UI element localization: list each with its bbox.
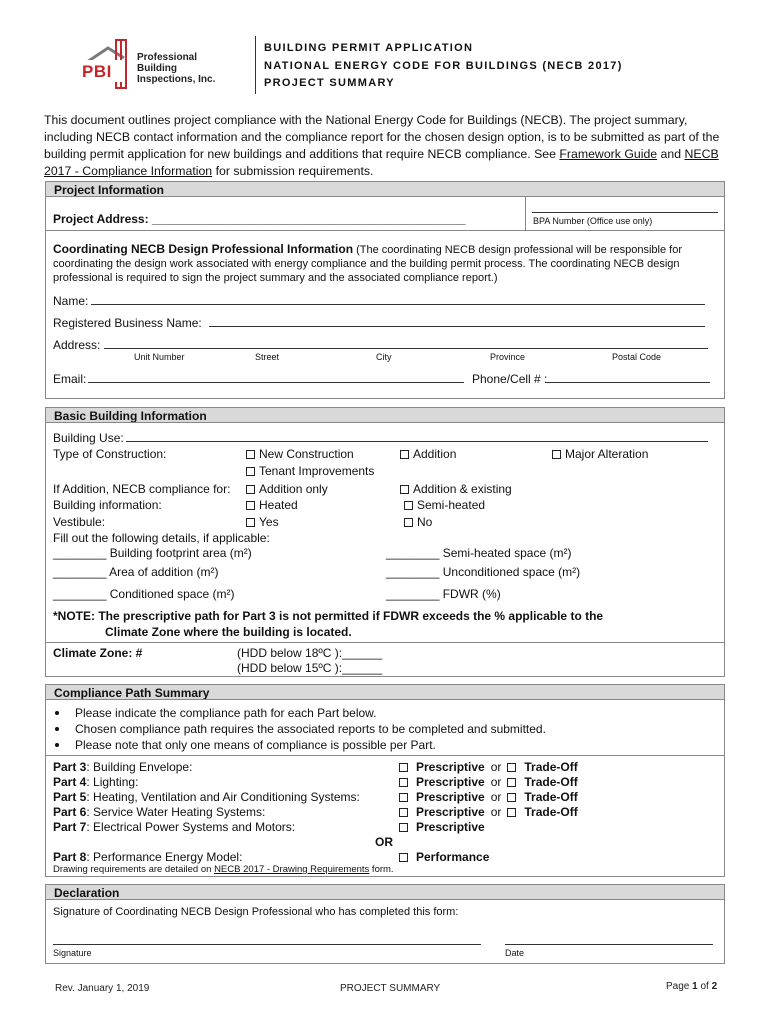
part-8-row: Part 8: Performance Energy Model: <box>53 850 243 864</box>
checkbox-icon[interactable] <box>400 450 409 459</box>
address-postal-label: Postal Code <box>612 352 662 362</box>
checkbox-icon[interactable] <box>404 518 413 527</box>
logo-name: Professional Building Inspections, Inc. <box>137 52 216 85</box>
compliance-bullet: Chosen compliance path requires the associated reports to be completed and submitted. <box>55 722 546 737</box>
construction-type-label: Type of Construction: <box>53 447 167 461</box>
basic-info-heading: Basic Building Information <box>45 407 725 423</box>
checkbox-icon[interactable] <box>399 793 408 802</box>
signature-label: Signature <box>53 948 92 958</box>
compliance-bullet: Please indicate the compliance path for each Part below. <box>55 706 377 721</box>
compliance-heading: Compliance Path Summary <box>45 684 725 700</box>
divider <box>45 642 725 643</box>
declaration-heading: Declaration <box>45 884 725 900</box>
address-unit-label: Unit Number <box>134 352 185 362</box>
email-label: Email: <box>53 372 87 386</box>
framework-guide-link[interactable]: Framework Guide <box>559 147 658 161</box>
bullet-icon <box>55 711 59 715</box>
checkbox-icon[interactable] <box>246 450 255 459</box>
checkbox-icon[interactable] <box>399 778 408 787</box>
header-divider <box>255 36 256 94</box>
bullet-icon <box>55 727 59 731</box>
checkbox-icon[interactable] <box>399 808 408 817</box>
coord-professional-info: Coordinating NECB Design Professional Information (The coordinating NECB design professional will be responsible for coordinating the design work associated with energy compliance and the building permit process. The coordinating NECB design professional is required to sign the project summary and the associated compliance report.) <box>53 242 682 284</box>
checkbox-icon[interactable] <box>399 853 408 862</box>
tenant-improvements-option[interactable]: Tenant Improvements <box>246 464 374 479</box>
part-3-row: Part 3: Building Envelope: <box>53 760 193 774</box>
vestibule-no-option[interactable]: No <box>404 515 432 530</box>
new-construction-option[interactable]: New Construction <box>246 447 354 462</box>
building-use-field[interactable] <box>126 441 708 442</box>
conditioned-space-field[interactable]: ________ Conditioned space (m²) <box>53 587 235 601</box>
phone-label: Phone/Cell # : <box>472 372 548 386</box>
name-field[interactable] <box>91 304 705 305</box>
part-8-options: Performance <box>399 850 489 865</box>
vestibule-yes-option[interactable]: Yes <box>246 515 279 530</box>
part-7-row: Part 7: Electrical Power Systems and Motors: <box>53 820 296 834</box>
date-label: Date <box>505 948 525 958</box>
part-4-options: Prescriptive or Trade-Off <box>399 775 578 790</box>
fdwr-field[interactable]: ________ FDWR (%) <box>386 587 501 601</box>
checkbox-icon[interactable] <box>399 823 408 832</box>
address-city-label: City <box>376 352 392 362</box>
header-title-3: PROJECT SUMMARY <box>264 77 395 89</box>
drawing-requirements-note: Drawing requirements are detailed on NECB 2017 - Drawing Requirements form. <box>53 864 394 875</box>
checkbox-icon[interactable] <box>246 501 255 510</box>
addition-existing-option[interactable]: Addition & existing <box>400 482 512 497</box>
fill-details-label: Fill out the following details, if applicable: <box>53 531 270 545</box>
intro-paragraph: This document outlines project compliance with the National Energy Code for Buildings (NECB). The project summary, including NECB contact information and the compliance report for the chosen design option, is to be submitted as part of the building permit application for new buildings and additions that require NECB compliance. See Framework Guide and NECB 2017 - Compliance Information for submission requirements. <box>44 113 720 178</box>
fdwr-note-line-1: *NOTE: The prescriptive path for Part 3 is not permitted if FDWR exceeds the % applicable to the <box>53 609 604 623</box>
compliance-bullet: Please note that only one means of compliance is possible per Part. <box>55 738 436 753</box>
or-separator: OR <box>375 835 393 849</box>
part-5-options: Prescriptive or Trade-Off <box>399 790 578 805</box>
fdwr-note-line-2: Climate Zone where the building is located. <box>105 625 352 639</box>
bpa-input-line[interactable] <box>532 212 718 213</box>
footprint-area-field[interactable]: ________ Building footprint area (m²) <box>53 546 252 560</box>
email-field[interactable] <box>88 382 464 383</box>
part-5-row: Part 5: Heating, Ventilation and Air Conditioning Systems: <box>53 790 360 804</box>
heated-option[interactable]: Heated <box>246 498 298 513</box>
checkbox-icon[interactable] <box>246 485 255 494</box>
checkbox-icon[interactable] <box>400 485 409 494</box>
hdd-15-field[interactable]: (HDD below 15ºC ):______ <box>237 661 383 675</box>
part-7-options: Prescriptive <box>399 820 485 835</box>
header-title-1: BUILDING PERMIT APPLICATION <box>264 42 474 54</box>
drawing-requirements-link[interactable]: NECB 2017 - Drawing Requirements <box>214 864 370 875</box>
vestibule-label: Vestibule: <box>53 515 106 529</box>
project-address-field[interactable]: Project Address: _______________________________________________ <box>53 212 466 226</box>
checkbox-icon[interactable] <box>399 763 408 772</box>
compliance-info-link[interactable]: NECB 2017 - Compliance Information <box>44 147 719 178</box>
header-title-2: NATIONAL ENERGY CODE FOR BUILDINGS (NECB 2017) <box>264 60 623 72</box>
revision-date: Rev. January 1, 2019 <box>55 983 150 994</box>
addition-compliance-label: If Addition, NECB compliance for: <box>53 482 231 496</box>
checkbox-icon[interactable] <box>404 501 413 510</box>
major-alteration-option[interactable]: Major Alteration <box>552 447 648 462</box>
phone-field[interactable] <box>545 382 710 383</box>
footer-title: PROJECT SUMMARY <box>340 983 441 994</box>
divider <box>45 230 725 231</box>
address-province-label: Province <box>490 352 526 362</box>
date-field[interactable] <box>505 944 713 945</box>
signature-field[interactable] <box>53 944 481 945</box>
divider <box>45 755 725 756</box>
addition-area-field[interactable]: ________ Area of addition (m²) <box>53 565 219 579</box>
checkbox-icon[interactable] <box>246 467 255 476</box>
checkbox-icon[interactable] <box>246 518 255 527</box>
bpa-label: BPA Number (Office use only) <box>533 216 653 226</box>
addition-only-option[interactable]: Addition only <box>246 482 328 497</box>
logo-mark: PBI <box>82 62 112 81</box>
name-label: Name: <box>53 294 89 308</box>
address-field[interactable] <box>104 348 708 349</box>
part-6-row: Part 6: Service Water Heating Systems: <box>53 805 266 819</box>
declaration-text: Signature of Coordinating NECB Design Professional who has completed this form: <box>53 906 459 918</box>
part-3-options: Prescriptive or Trade-Off <box>399 760 578 775</box>
building-use-label: Building Use: <box>53 431 124 445</box>
business-name-field[interactable] <box>209 326 705 327</box>
part-6-options: Prescriptive or Trade-Off <box>399 805 578 820</box>
unconditioned-space-field[interactable]: ________ Unconditioned space (m²) <box>386 565 581 579</box>
addition-option[interactable]: Addition <box>400 447 456 462</box>
semi-heated-option[interactable]: Semi-heated <box>404 498 485 513</box>
checkbox-icon[interactable] <box>552 450 561 459</box>
semi-heated-space-field[interactable]: ________ Semi-heated space (m²) <box>386 546 572 560</box>
project-info-heading: Project Information <box>45 181 725 197</box>
checkbox-icon[interactable] <box>507 793 516 802</box>
part-4-row: Part 4: Lighting: <box>53 775 139 789</box>
address-label: Address: <box>53 338 101 352</box>
checkbox-icon[interactable] <box>507 763 516 772</box>
business-name-label: Registered Business Name: <box>53 316 202 330</box>
building-information-label: Building information: <box>53 498 162 512</box>
climate-zone-label: Climate Zone: # <box>53 646 143 660</box>
checkbox-icon[interactable] <box>507 778 516 787</box>
hdd-18-field[interactable]: (HDD below 18ºC ):______ <box>237 646 383 660</box>
bullet-icon <box>55 743 59 747</box>
checkbox-icon[interactable] <box>507 808 516 817</box>
page-number: Page 1 of 2 <box>666 981 718 992</box>
address-street-label: Street <box>255 352 280 362</box>
